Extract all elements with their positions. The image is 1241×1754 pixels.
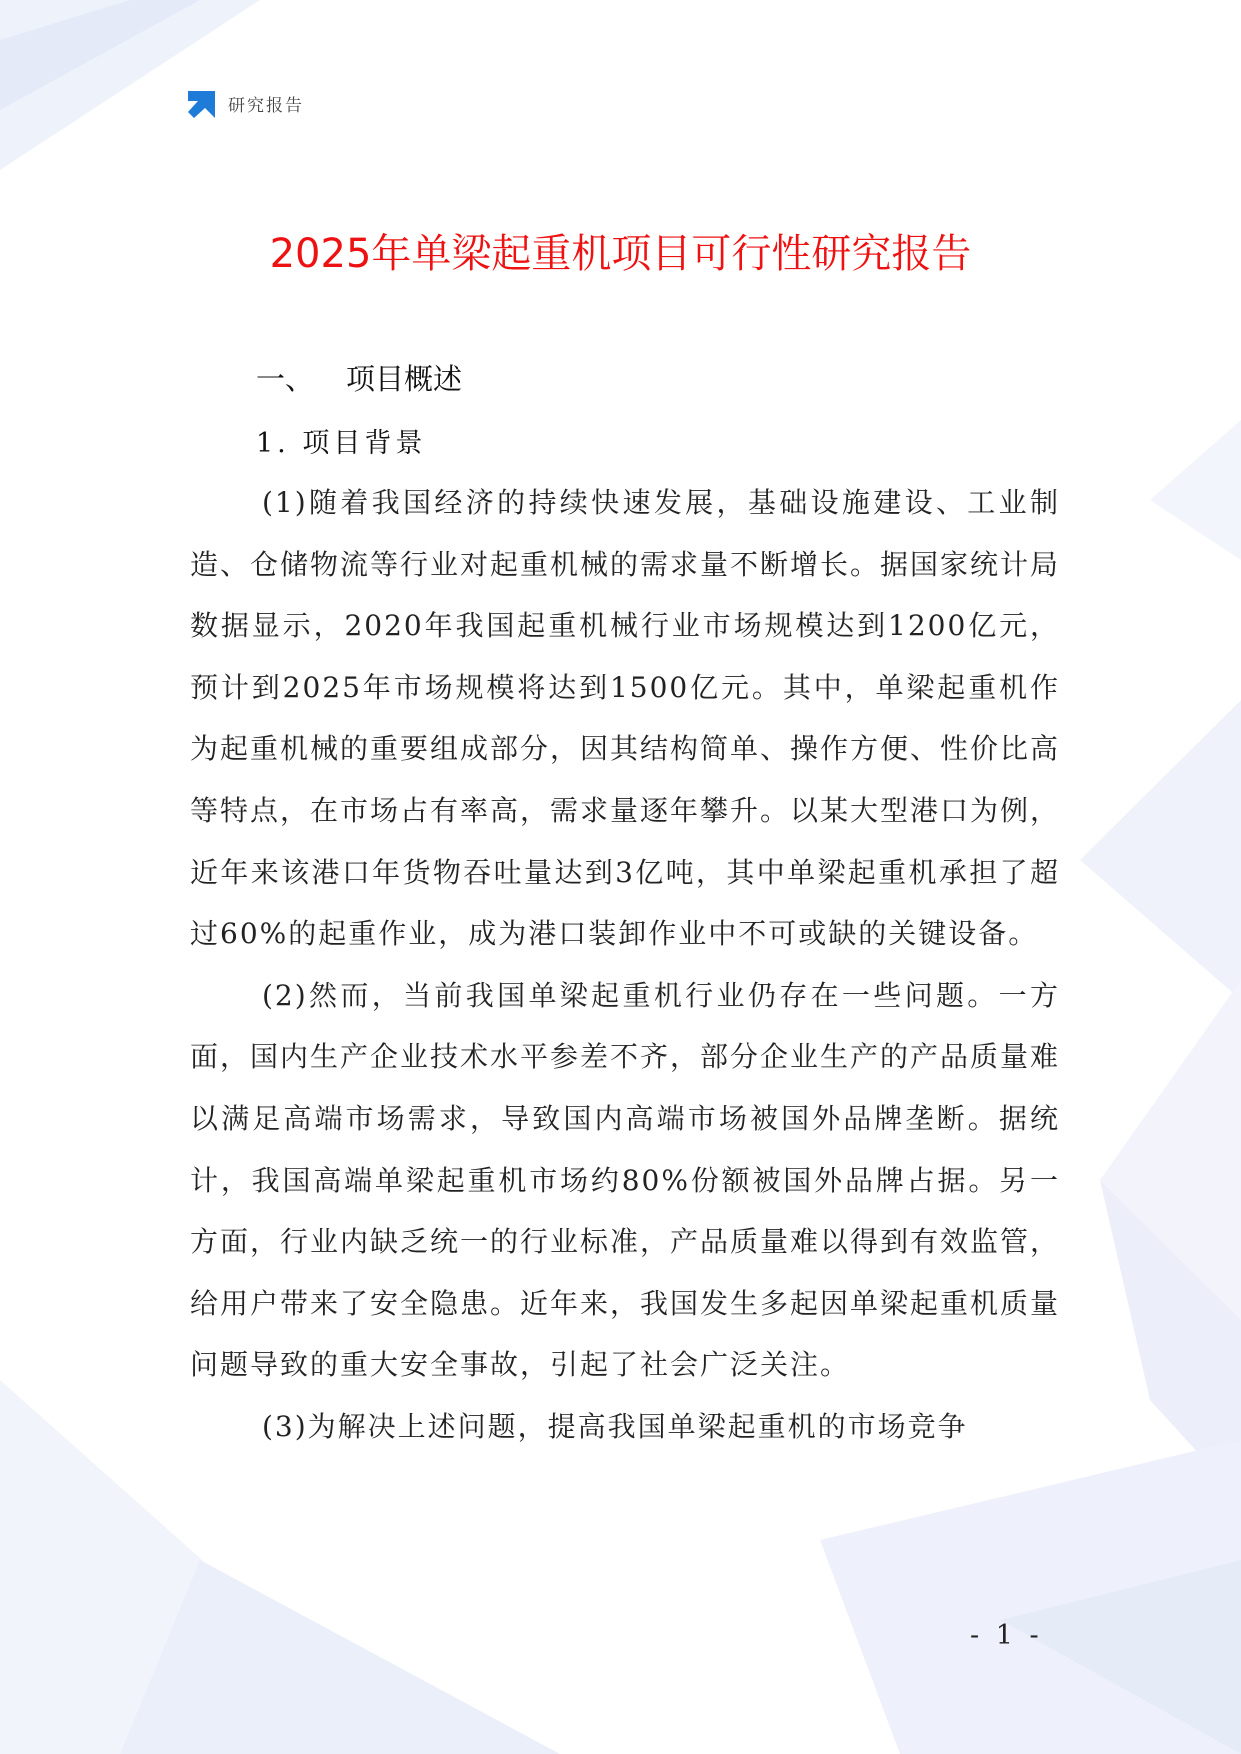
- paragraph: (1)随着我国经济的持续快速发展，基础设施建设、工业制造、仓储物流等行业对起重机械的需求量不断增长。据国家统计局数据显示，2020年我国起重机械行业市场规模达到1200亿元，预计到2025年市场规模将达到1500亿元。其中，单梁起重机作为起重机械的重要组成部分，因其结构简单、操作方便、性价比高等特点，在市场占有率高，需求量逐年攀升。以某大型港口为例，近年来该港口年货物吞吐量达到3亿吨，其中单梁起重机承担了超过60%的起重作业，成为港口装卸作业中不可或缺的关键设备。: [190, 486, 1061, 951]
- document-title: 2025年单梁起重机项目可行性研究报告: [269, 231, 972, 277]
- section-heading: [256, 357, 462, 398]
- paragraph: (2)然而，当前我国单梁起重机行业仍存在一些问题。一方面，国内生产企业技术水平参差不齐，部分企业生产的产品质量难以满足高端市场需求，导致国内高端市场被国外品牌垄断。据统计，我国高端单梁起重机市场约80%份额被国外品牌占据。另一方面，行业内缺乏统一的行业标准，产品质量难以得到有效监管，给用户带来了安全隐患。近年来，我国发生多起因单梁起重机质量问题导致的重大安全事故，引起了社会广泛关注。: [190, 978, 1061, 1382]
- section-number: 一、: [256, 362, 315, 396]
- header-label: 研究报告: [228, 95, 304, 116]
- arrow-up-right-icon: [188, 88, 218, 118]
- page-number: - 1 -: [970, 1620, 1043, 1651]
- body-text: [190, 472, 1060, 1458]
- paragraph: (3)为解决上述问题，提高我国单梁起重机的市场竞争: [262, 1409, 968, 1443]
- report-header: [188, 88, 304, 118]
- section-title: 项目概述: [346, 362, 463, 396]
- subsection-heading: 1. 项目背景: [256, 428, 427, 459]
